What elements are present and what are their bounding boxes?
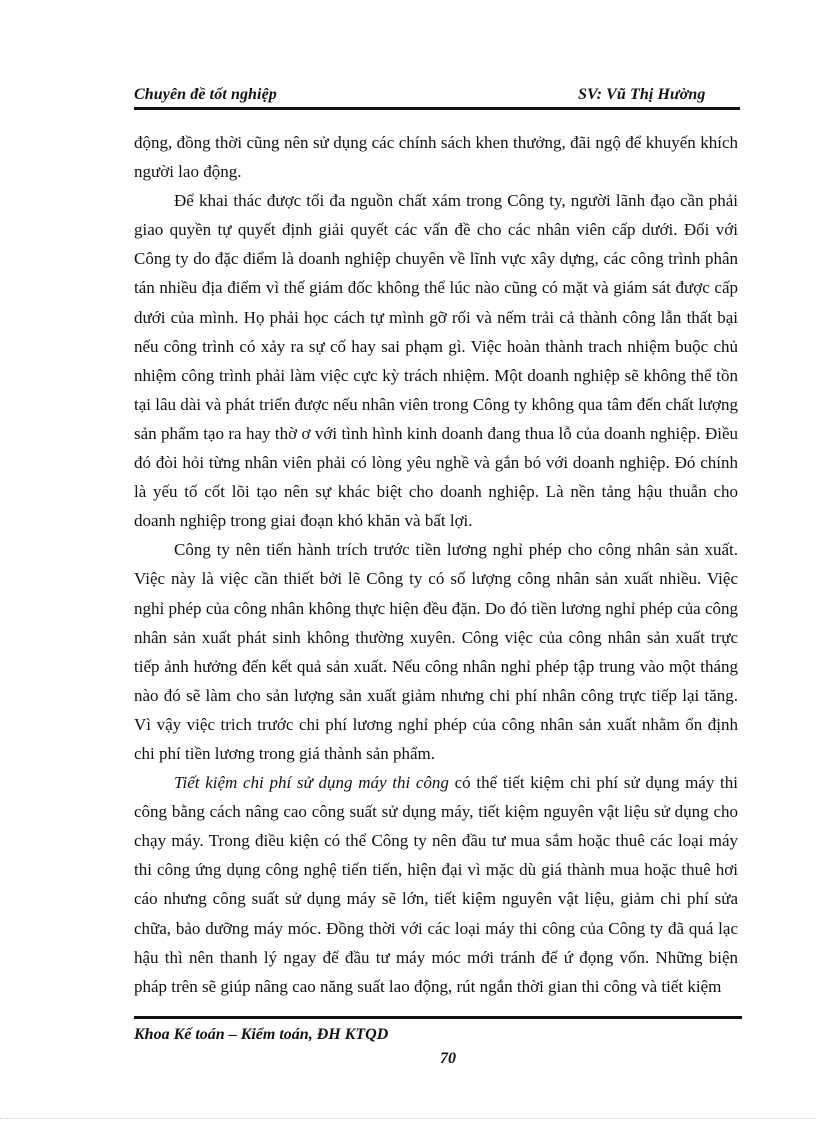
page-header	[134, 84, 740, 110]
footer-department: Khoa Kế toán – Kiểm toán, ĐH KTQD	[134, 1026, 389, 1043]
header-author: SV: Vũ Thị Hường	[578, 86, 706, 103]
footer-rule	[134, 1016, 742, 1019]
paragraph-leave-wages: Công ty nên tiến hành trích trước tiền lương nghỉ phép cho công nhân sản xuất. Việc này là việc cần thiết bởi lẽ Công ty có số lượng công nhân sản xuất nhiều. Việc nghỉ phép của công nhân không thực hiện đều đặn. Do đó tiền lương nghỉ phép của công nhân sản xuất phát sinh không thường xuyên. Công việc của công nhân sản xuất trực tiếp ảnh hưởng đến kết quả sản xuất. Nếu công nhân nghỉ phép tập trung vào một tháng nào đó sẽ làm cho sản lượng sản xuất giảm nhưng chi phí nhân công trực tiếp lại tăng. Vì vậy việc trich trước chi phí lương nghỉ phép của công nhân sản xuất nhằm ổn định chi phí tiền lương trong giá thành sản phẩm.	[134, 540, 738, 763]
page-edge-divider	[0, 1118, 816, 1119]
paragraph-machine-costs	[134, 768, 738, 1001]
paragraph-delegation: Để khai thác được tối đa nguồn chất xám trong Công ty, người lãnh đạo cần phải giao quyền tự quyết định giải quyết các vấn đề cho các nhân viên cấp dưới. Đối với Công ty do đặc điểm là doanh nghiệp chuyên về lĩnh vực xây dựng, các công trình phân tán nhiều địa điểm vì thế giám đốc không thể lúc nào cũng có mặt và giám sát được cấp dưới của mình. Họ phải học cách tự mình gỡ rối và nếm trải cả thành công lẫn thất bại nếu công trình có xảy ra sự cố hay sai phạm gì. Việc hoàn thành trach nhiệm buộc chủ nhiệm công trình phải làm việc cực kỳ trách nhiệm. Một doanh nghiệp sẽ không thể tồn tại lâu dài và phát triển được nếu nhân viên trong Công ty không qua tâm đến chất lượng sản phẩm tạo ra hay thờ ơ với tình hình kinh doanh đang thua lỗ của doanh nghiệp. Điều đó đòi hỏi từng nhân viên phải có lòng yêu nghề và gắn bó với doanh nghiệp. Đó chính là yếu tố cốt lõi tạo nên sự khác biệt cho doanh nghiệp. Là nền tảng hậu thuẫn cho doanh nghiệp trong giai đoạn khó khăn và bất lợi.	[134, 191, 738, 531]
machine-costs-text: có thể tiết kiệm chi phí sử dụng máy thi công bằng cách nâng cao công suất sử dụng máy, tiết kiệm nguyên vật liệu sử dụng cho chạy máy. Trong điều kiện có thể Công ty nên đầu tư mua sắm hoặc thuê các loại máy thi công ứng dụng công nghệ tiến tiến, hiện đại vì mặc dù giá thành mua hoặc thuê hơi cáo nhưng công suất sử dụng máy sẽ lớn, tiết kiệm nguyên vật liệu, giảm chi phí sửa chữa, bảo dưỡng máy móc. Đồng thời với các loại máy thi công của Công ty đã quá lạc hậu thì nên thanh lý ngay để đầu tư máy móc mới tránh để ứ đọng vốn. Những biện pháp trên sẽ giúp nâng cao năng suất lao động, rút ngắn thời gian thi công và tiết kiệm	[134, 773, 739, 996]
body-text	[134, 128, 738, 1001]
header-title: Chuyên đề tốt nghiệp	[134, 86, 277, 103]
machine-costs-heading: Tiết kiệm chi phí sử dụng máy thi công	[174, 773, 449, 793]
header-rule	[134, 107, 740, 110]
paragraph-continued: động, đồng thời cũng nên sử dụng các chính sách khen thưởng, đãi ngộ để khuyến khích người lao động.	[134, 133, 738, 182]
page-number: 70	[440, 1050, 456, 1067]
